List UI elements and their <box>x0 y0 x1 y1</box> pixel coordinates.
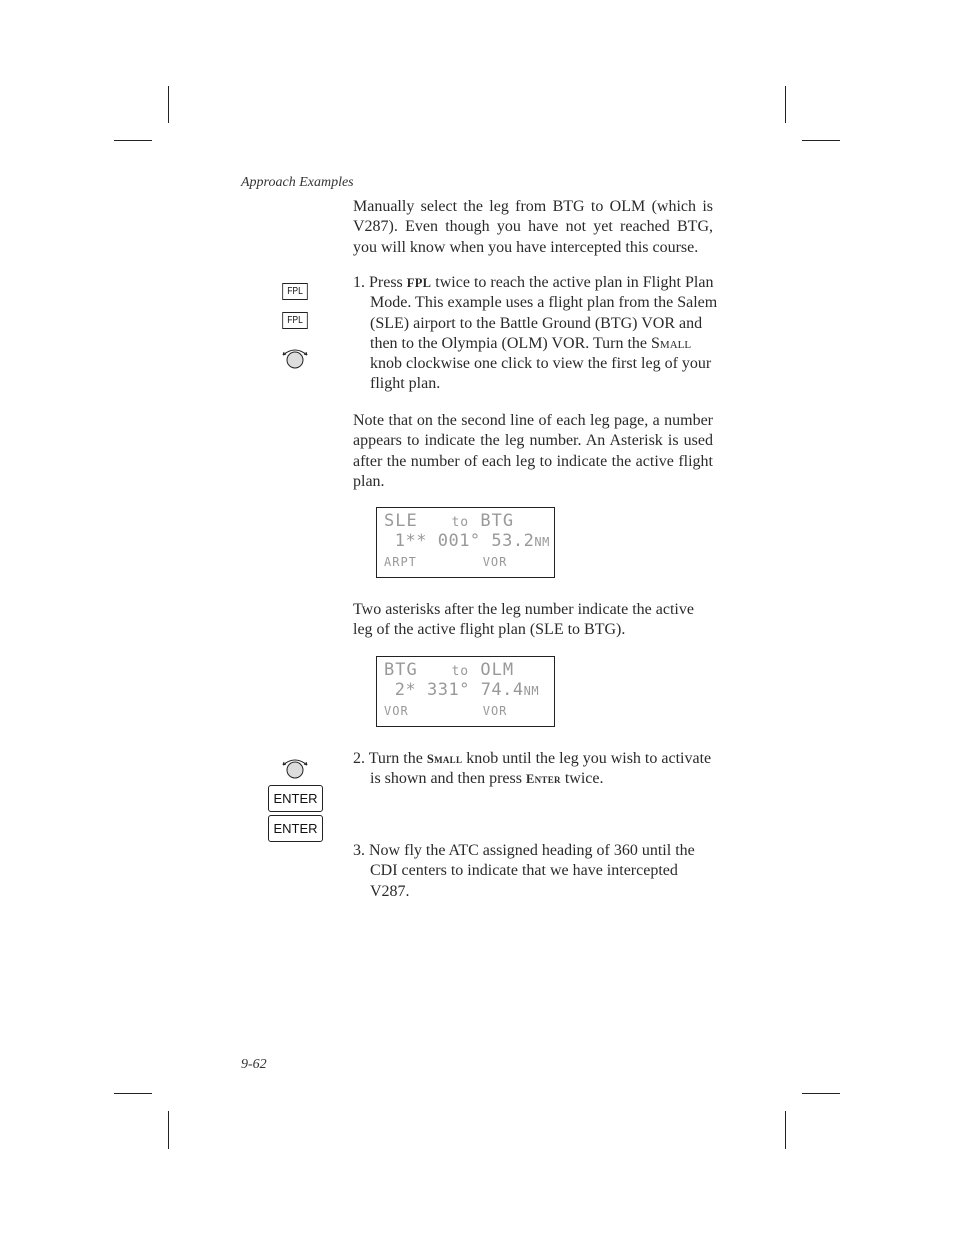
running-header: Approach Examples <box>241 175 354 190</box>
crop-mark <box>785 86 786 123</box>
fpl-key-icon: FPL <box>282 312 308 329</box>
crop-mark <box>114 1093 152 1094</box>
crop-mark <box>114 140 152 141</box>
small-knob-icon <box>280 757 310 779</box>
lcd-display-leg-1: SLE to BTG 1** 001° 53.2NM ARPT VOR <box>376 507 555 578</box>
fpl-key-icon: FPL <box>282 283 308 300</box>
crop-mark <box>802 1093 840 1094</box>
step-3: 3. Now fly the ATC assigned heading of 360 until the CDI centers to indicate that we have intercepted V287. <box>353 842 695 900</box>
two-asterisks-paragraph: Two asterisks after the leg number indicate the active leg of the active flight plan (SLE to BTG). <box>353 601 694 639</box>
crop-mark <box>168 1111 169 1149</box>
enter-key-icon: ENTER <box>268 785 323 812</box>
step-2: 2. Turn the Small knob until the leg you wish to activate is shown and then press Enter twice. <box>353 750 712 788</box>
page-number: 9-62 <box>241 1057 267 1072</box>
lcd-display-leg-2: BTG to OLM 2* 331° 74.4NM VOR VOR <box>376 656 555 727</box>
crop-mark <box>802 140 840 141</box>
small-knob-clockwise-icon <box>280 347 310 369</box>
note-paragraph: Note that on the second line of each leg page, a number appears to indicate the leg number. An Asterisk is used after the number of each leg to indicate the active flight plan. <box>353 412 713 490</box>
enter-key-icon: ENTER <box>268 815 323 842</box>
intro-paragraph: Manually select the leg from BTG to OLM (which is V287). Even though you have not yet reached BTG, you will know when you have intercepted this course. <box>353 198 713 256</box>
step-1: 1. Press FPL twice to reach the active plan in Flight Plan Mode. This example uses a flight plan from the Salem (SLE) airport to the Battle Ground (BTG) VOR and then to the Olympia (OLM) VOR. Turn the Small knob clockwise one click to view the first leg of your flight plan. <box>353 274 718 393</box>
crop-mark <box>785 1111 786 1149</box>
crop-mark <box>168 86 169 123</box>
